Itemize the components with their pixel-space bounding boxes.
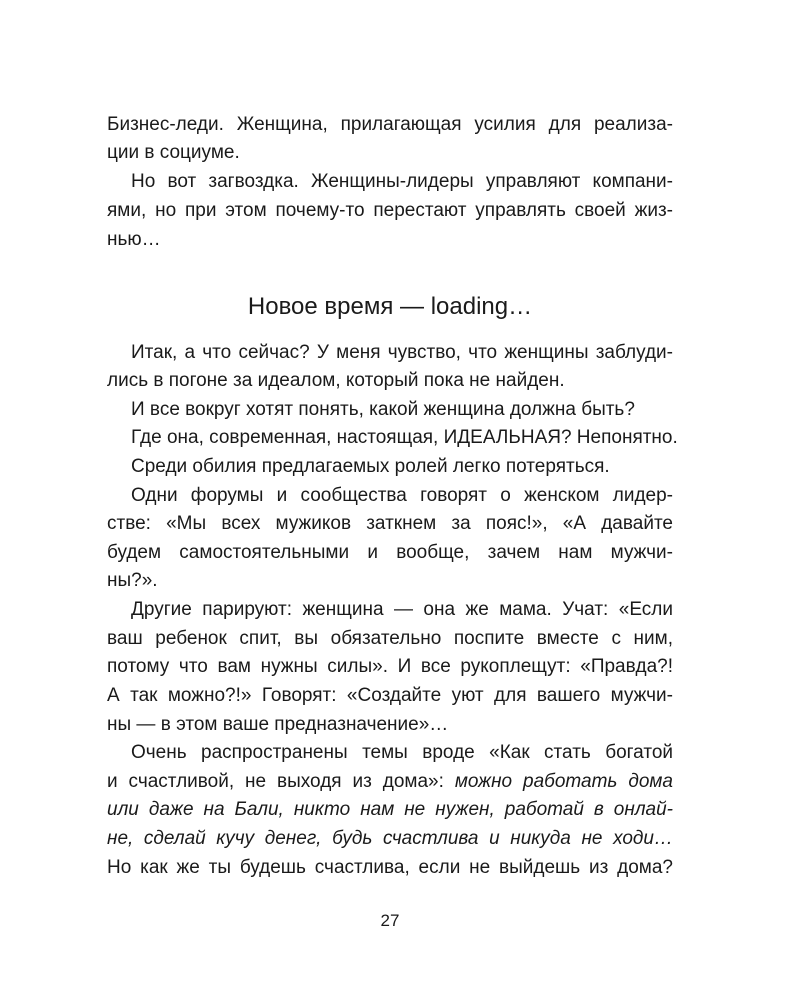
text-line: будем самостоятельными и вообще, зачем нам мужчи- xyxy=(107,542,673,563)
text-line: стве: «Мы всех мужиков заткнем за пояс!», «А давайте xyxy=(107,513,673,534)
text-line: Очень распространены темы вроде «Как стать богатой xyxy=(131,742,673,763)
text-line xyxy=(107,768,673,796)
text-line: Где она, современная, настоящая, ИДЕАЛЬНАЯ? Непонятно. xyxy=(131,427,678,448)
text-line: Среди обилия предлагаемых ролей легко потеряться. xyxy=(131,456,610,477)
italic-text-segment: можно работать дома xyxy=(454,771,673,792)
text-line: Одни форумы и сообщества говорят о женском лидер- xyxy=(131,485,673,506)
text-line: нью… xyxy=(107,229,161,250)
text-line: Другие парируют: женщина — она же мама. Учат: «Если xyxy=(131,599,673,620)
text-line: лись в погоне за идеалом, который пока не найден. xyxy=(107,370,565,391)
text-line: А так можно?!» Говорят: «Создайте уют для вашего мужчи- xyxy=(107,685,673,706)
text-line: потому что вам нужны силы». И все рукоплещут: «Правда?! xyxy=(107,656,673,677)
text-line: ции в социуме. xyxy=(107,142,240,163)
section-title: Новое время — loading… xyxy=(247,293,533,320)
text-line: Но вот загвоздка. Женщины-лидеры управляют компани- xyxy=(131,171,673,192)
text-segment: и счастливой, не выходя из дома»: xyxy=(107,771,455,792)
text-line: ны — в этом ваше предназначение»… xyxy=(107,714,449,735)
text-line: И все вокруг хотят понять, какой женщина должна быть? xyxy=(131,399,635,420)
text-line: ями, но при этом почему-то перестают управлять своей жиз- xyxy=(107,200,673,221)
page-number: 27 xyxy=(380,911,400,930)
book-page xyxy=(107,0,678,1000)
text-line: Итак, а что сейчас? У меня чувство, что женщины заблуди- xyxy=(131,342,673,363)
text-line: ваш ребенок спит, вы обязательно поспите вместе с ним, xyxy=(107,628,673,649)
text-line: не, сделай кучу денег, будь счастлива и никуда не ходи… xyxy=(107,828,673,849)
text-line: Бизнес-леди. Женщина, прилагающая усилия для реализа- xyxy=(107,114,673,135)
text-line: ны?». xyxy=(107,570,158,591)
text-line: Но как же ты будешь счастлива, если не выйдешь из дома? xyxy=(107,857,673,878)
text-line: или даже на Бали, никто нам не нужен, работай в онлай- xyxy=(107,799,673,820)
